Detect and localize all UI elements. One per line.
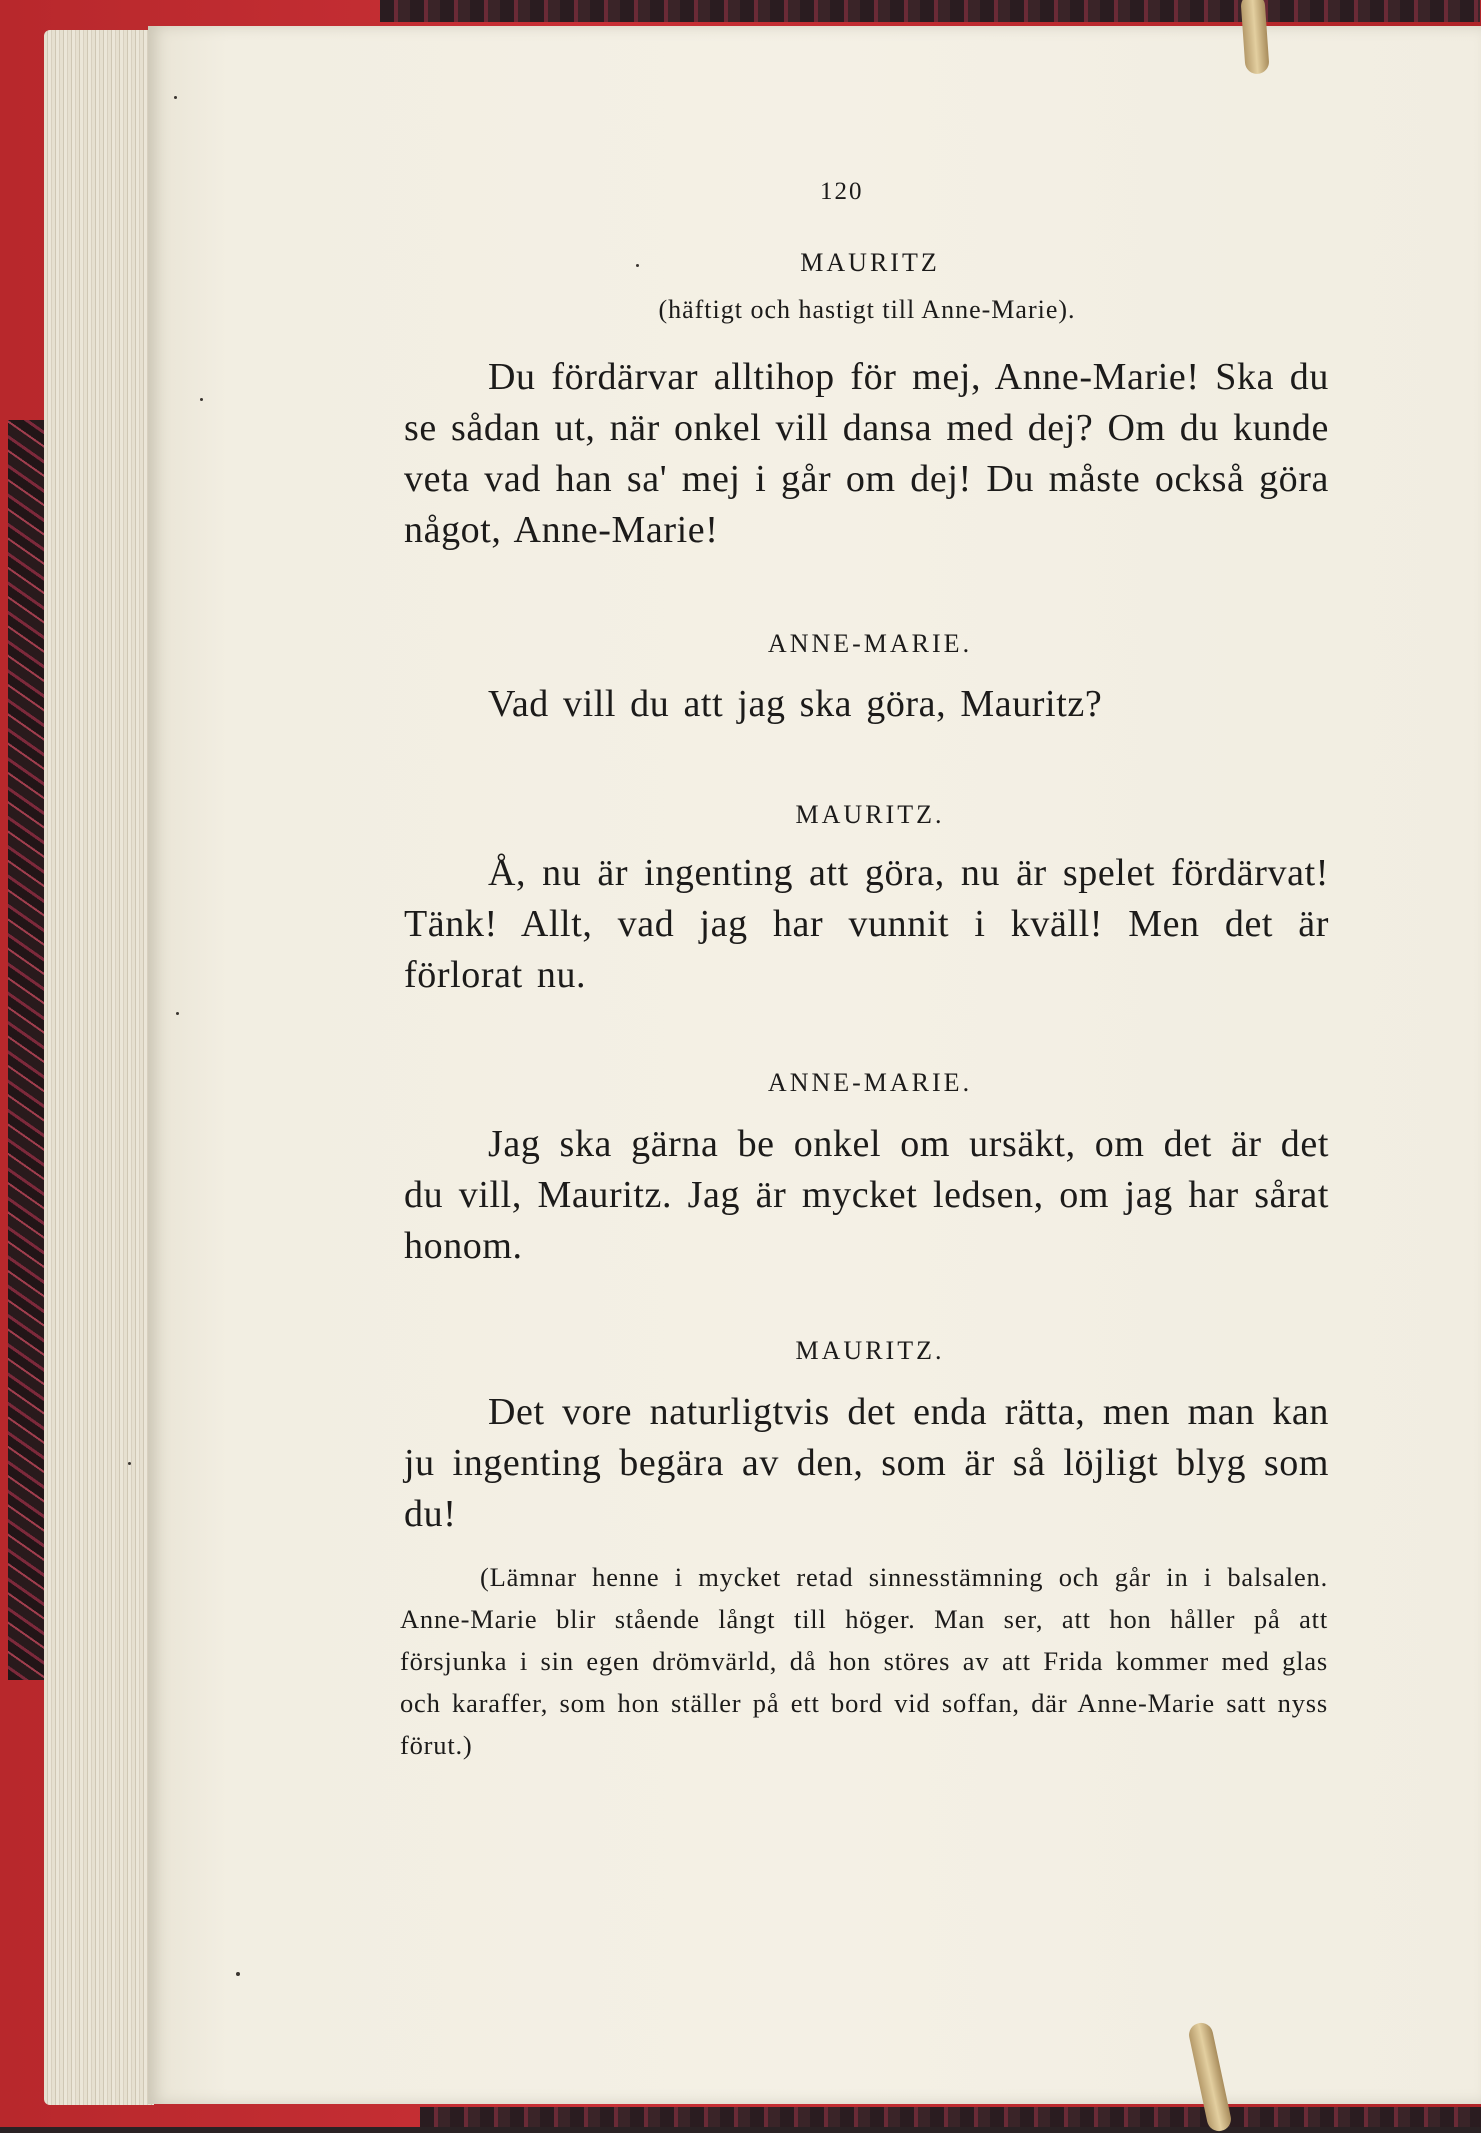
book-page	[148, 26, 1481, 2104]
print-speck	[128, 1462, 131, 1465]
speaker-name: MAURITZ.	[795, 800, 945, 829]
dialogue-text	[404, 679, 1329, 730]
print-speck	[636, 264, 639, 267]
dialogue-paragraph: Det vore naturligtvis det enda rätta, men man kan ju ingenting begära av den, som är så löjligt blyg som du!	[404, 1391, 1329, 1535]
dialogue-paragraph: Vad vill du att jag ska göra, Mauritz?	[488, 683, 1103, 725]
dialogue-text	[404, 1119, 1329, 1272]
speaker-name: ANNE-MARIE.	[767, 1068, 973, 1097]
dialogue-paragraph: Du fördärvar alltihop för mej, Anne-Marie! Ska du se sådan ut, när onkel vill dansa med dej? Om du kunde veta vad han sa' mej i går om dej! Du måste också göra något, Anne-Marie!	[404, 356, 1329, 551]
inline-stage-direction: (häftigt och hastigt till Anne-Marie).	[658, 295, 1076, 324]
dialogue-text	[404, 1387, 1329, 1540]
speaker-name: ANNE-MARIE.	[767, 629, 973, 658]
print-speck	[200, 398, 203, 401]
page-stack-edges	[44, 30, 154, 2105]
speaker-name: MAURITZ.	[795, 1336, 945, 1365]
print-speck	[176, 1012, 179, 1015]
print-speck	[174, 96, 177, 99]
page-clip-top	[1240, 0, 1270, 75]
stage-direction-paragraph: (Lämnar henne i mycket retad sinnesstämning och går in i balsalen. Anne-Marie blir stående långt till höger. Man ser, att hon håller på att försjunka i sin egen drömvärld, då hon störes av att Frida kommer med glas och karaffer, som hon ställer på ett bord vid soffan, där Anne-Marie satt nyss förut.)	[400, 1562, 1328, 1760]
speaker-name: MAURITZ	[800, 248, 940, 277]
dialogue-paragraph: Jag ska gärna be onkel om ursäkt, om det är det du vill, Mauritz. Jag är mycket ledsen, om jag har sårat honom.	[404, 1123, 1329, 1267]
top-cover-edge	[380, 0, 1480, 22]
dialogue-text	[404, 352, 1329, 556]
print-speck	[236, 1972, 240, 1976]
bottom-cover-edge	[420, 2107, 1481, 2127]
dialogue-text	[404, 848, 1329, 1001]
page-number: 120	[820, 178, 864, 205]
dialogue-paragraph: Å, nu är ingenting att göra, nu är spelet fördärvat! Tänk! Allt, vad jag har vunnit i kväll! Men det är förlorat nu.	[404, 852, 1329, 996]
stage-direction	[400, 1556, 1328, 1766]
